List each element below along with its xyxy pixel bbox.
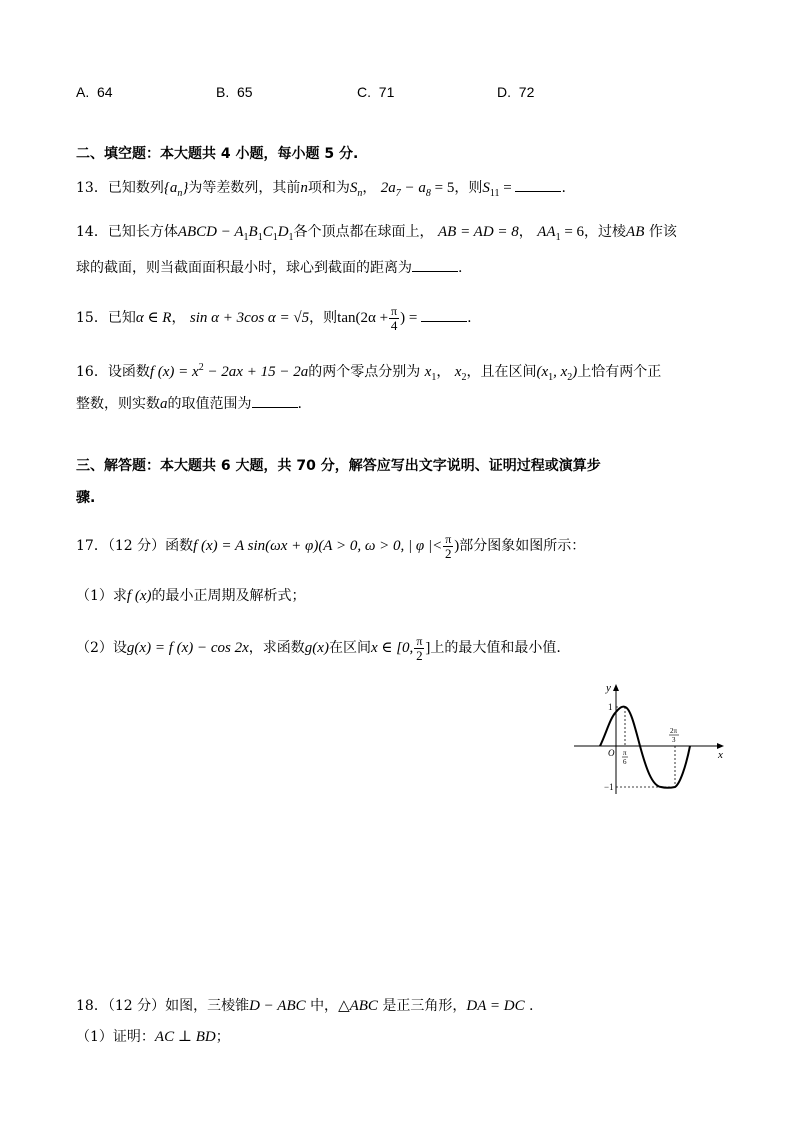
q15-fraction xyxy=(389,304,399,333)
choice-d-value: 72 xyxy=(518,84,535,100)
q15-alpha-in: α ∈ R xyxy=(135,310,172,326)
q15-answer-blank[interactable] xyxy=(421,309,467,322)
q14-sub3: 1 xyxy=(272,232,278,243)
q15-frac-den: 4 xyxy=(390,318,398,334)
q16-end: . xyxy=(297,396,302,412)
q16-x2: x xyxy=(454,364,462,380)
section3-title-line1: 三、解答题：本大题共 6 大题，共 70 分，解答应写出文字说明、证明过程或演算步 xyxy=(76,458,601,474)
q15-sep: ， xyxy=(171,310,186,326)
q17-fraction xyxy=(443,532,453,561)
q16-text: 设函数 xyxy=(107,364,150,380)
q14-sep: ， xyxy=(518,224,533,240)
q18-triangle: △ABC xyxy=(338,998,378,1014)
graph-x-label: x xyxy=(718,749,723,761)
q18-part1 xyxy=(76,1027,230,1047)
question-13 xyxy=(76,178,566,204)
q14-text3: ，过棱 xyxy=(584,224,627,240)
q16-number: 16． xyxy=(76,364,108,380)
q17-p2-text2: 在区间 xyxy=(328,640,371,656)
question-16-line1 xyxy=(76,358,661,388)
q14-eq2: AA xyxy=(537,224,556,240)
q14-answer-blank[interactable] xyxy=(412,259,458,272)
q14-AB: AB xyxy=(626,224,645,240)
graph-pi6-den: 6 xyxy=(623,758,627,766)
q17-frac-num: π xyxy=(445,532,452,547)
q15-frac-num: π xyxy=(391,304,398,319)
q14-box-c: C xyxy=(262,224,273,240)
choice-c-label: C. xyxy=(357,84,371,100)
q16-f: f (x) = x xyxy=(149,364,199,380)
q13-sep: ， xyxy=(362,180,377,196)
q13-seq-a: {a xyxy=(163,180,178,196)
q17-close: ) xyxy=(454,538,460,554)
q13-end: . xyxy=(561,180,566,196)
q16-answer-blank[interactable] xyxy=(252,395,298,408)
q14-eq1: AB = AD = 8 xyxy=(438,224,519,240)
q13-eq-sub7: 7 xyxy=(395,188,401,199)
q13-eq-a8: − a xyxy=(400,180,426,196)
choice-c-value: 71 xyxy=(378,84,395,100)
q15-text2: ，则 xyxy=(309,310,338,326)
q13-eqsign: = xyxy=(499,180,516,196)
q14-box-b: B xyxy=(248,224,258,240)
choice-a xyxy=(76,82,113,102)
q16-line2b: 的取值范围为 xyxy=(167,396,252,412)
q17-p1-number: （1）求 xyxy=(76,588,127,604)
q16-int-mid: , x xyxy=(553,364,568,380)
q18-score: （12 分）如图，三棱锥 xyxy=(107,998,250,1014)
q13-eq-sub8: 8 xyxy=(425,188,431,199)
q17-p2-text3: 上的最大值和最小值. xyxy=(430,640,561,656)
q13-S-sub: n xyxy=(357,188,363,199)
choice-b xyxy=(216,82,253,102)
q15-text: 已知 xyxy=(107,310,136,326)
y-axis-arrow-icon xyxy=(613,684,619,691)
choice-c xyxy=(357,82,394,102)
q18-text2: 是正三角形， xyxy=(382,998,467,1014)
choice-b-label: B. xyxy=(216,84,230,100)
q17-p2-g: g(x) = f (x) − cos 2x xyxy=(126,640,249,656)
graph-origin-label: O xyxy=(608,748,615,758)
q16-f-rest: − 2ax + 15 − 2a xyxy=(203,364,309,380)
q17-frac-den: 2 xyxy=(445,546,452,562)
q13-text3: 项和为 xyxy=(307,180,350,196)
q13-answer-blank[interactable] xyxy=(515,179,561,192)
q13-S: S xyxy=(349,180,358,196)
q17-p1-text: 的最小正周期及解析式； xyxy=(151,588,306,604)
q17-p2-fraction xyxy=(414,634,424,663)
q16-line2a: 整数，则实数 xyxy=(76,396,160,412)
question-14-line1 xyxy=(76,222,677,248)
question-18 xyxy=(76,996,533,1016)
choice-a-value: 64 xyxy=(97,84,113,100)
q16-int-close: ) xyxy=(572,364,578,380)
choice-a-label: A. xyxy=(76,84,90,100)
q16-int-s2: 2 xyxy=(567,372,573,383)
q17-f: f (x) = A sin(ωx + φ)(A > 0, ω > 0, | φ |< xyxy=(193,538,443,554)
q15-tan: tan(2α + xyxy=(337,310,389,326)
graph-2pi3-den: 3 xyxy=(672,736,676,744)
q14-sub4: 1 xyxy=(288,232,294,243)
question-16-line2 xyxy=(76,394,302,414)
graph-y-label: y xyxy=(606,682,611,694)
q17-number: 17． xyxy=(76,538,108,554)
graph-2pi3-num: 2π xyxy=(670,727,678,735)
graph-pi6-num: π xyxy=(623,749,627,757)
q17-text2: 部分图象如图所示： xyxy=(459,538,586,554)
q17-score: （12 分）函数 xyxy=(107,538,194,554)
q14-eq2-sub: 1 xyxy=(555,232,561,243)
q16-text3: ，且在区间 xyxy=(466,364,537,380)
section3-title-line2: 骤. xyxy=(76,490,96,506)
q18-number: 18． xyxy=(76,998,108,1014)
q17-p2-frac-num: π xyxy=(416,634,423,649)
q14-sub2: 1 xyxy=(257,232,263,243)
q18-p1-number: （1）证明： xyxy=(76,1029,155,1045)
q15-number: 15． xyxy=(76,310,108,326)
q16-text2: 的两个零点分别为 xyxy=(308,364,421,380)
section2-title: 二、填空题：本大题共 4 小题，每小题 5 分. xyxy=(76,146,359,162)
q14-sub1: 1 xyxy=(243,232,249,243)
q18-pyramid: D − ABC xyxy=(249,998,306,1014)
q17-p2-g2: g(x) xyxy=(304,640,329,656)
q16-x2-sub: 2 xyxy=(461,372,467,383)
q16-a: a xyxy=(160,396,168,412)
q14-text: 已知长方体 xyxy=(107,224,178,240)
q16-x1: x xyxy=(424,364,432,380)
q15-end: . xyxy=(467,310,472,326)
q13-eq-rhs: = 5 xyxy=(430,180,455,196)
q14-line2: 球的截面，则当截面面积最小时，球心到截面的距离为 xyxy=(76,260,412,276)
question-17 xyxy=(76,532,585,561)
q17-p2-number: （2）设 xyxy=(76,640,127,656)
q14-text4: 作该 xyxy=(648,224,677,240)
q15-close: ) = xyxy=(400,310,422,326)
choice-d xyxy=(497,82,534,102)
q13-text2: 为等差数列，其前 xyxy=(188,180,301,196)
q13-text: 已知数列 xyxy=(107,180,164,196)
q13-seq-close: } xyxy=(182,180,189,196)
q13-eq-a7: 2a xyxy=(380,180,396,196)
q17-p2-int: x ∈ [0, xyxy=(370,640,414,656)
q18-end: . xyxy=(529,998,534,1014)
q17-part1 xyxy=(76,586,306,606)
q17-p2-close: ] xyxy=(425,640,431,656)
q16-int-s1: 1 xyxy=(548,372,554,383)
q14-box-d: D xyxy=(277,224,289,240)
q14-box-a: ABCD − A xyxy=(177,224,244,240)
graph-neg-one-label: −1 xyxy=(604,782,614,792)
q16-x1-sub: 1 xyxy=(431,372,437,383)
q13-text4: ，则 xyxy=(454,180,483,196)
q18-p1-end: ； xyxy=(215,1029,230,1045)
q18-text1: 中， xyxy=(310,998,339,1014)
q14-number: 14． xyxy=(76,224,108,240)
q16-text4: 上恰有两个正 xyxy=(577,364,662,380)
q14-eq2-rhs: = 6 xyxy=(560,224,585,240)
q13-number: 13． xyxy=(76,180,108,196)
q16-int: (x xyxy=(536,364,549,380)
q15-eq: sin α + 3cos α = √5 xyxy=(189,310,310,326)
sine-graph-figure xyxy=(568,678,734,800)
q16-sq: 2 xyxy=(198,362,204,373)
q17-p2-frac-den: 2 xyxy=(416,648,423,664)
q18-eq: DA = DC xyxy=(466,998,525,1014)
q18-p1-eq: AC ⊥ BD xyxy=(154,1029,216,1045)
question-15 xyxy=(76,304,472,333)
q14-text2: 各个顶点都在球面上， xyxy=(293,224,434,240)
q17-p2-text1: ，求函数 xyxy=(248,640,305,656)
q13-n: n xyxy=(300,180,308,196)
graph-one-label: 1 xyxy=(608,702,613,712)
question-14-line2 xyxy=(76,258,462,278)
choice-d-label: D. xyxy=(497,84,511,100)
q13-seq xyxy=(163,180,189,199)
q17-p1-f: f (x) xyxy=(126,588,152,604)
q13-S11: S xyxy=(482,180,490,196)
choice-b-value: 65 xyxy=(237,84,253,100)
q14-end: . xyxy=(458,260,463,276)
q13-seq-sub: n xyxy=(177,188,183,199)
q17-part2 xyxy=(76,634,561,663)
q16-sep: ， xyxy=(436,364,451,380)
q13-S11-sub: 11 xyxy=(489,188,500,199)
